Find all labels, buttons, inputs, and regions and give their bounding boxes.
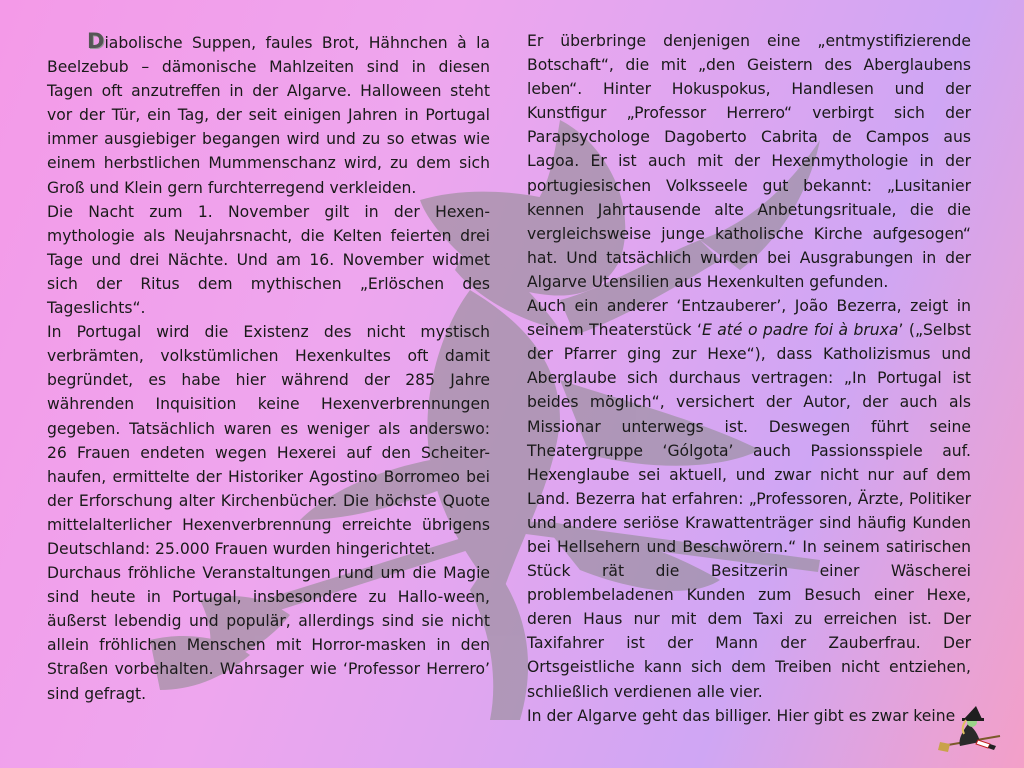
paragraph bbox=[527, 294, 971, 704]
paragraph-text: ’ („Selbst der Pfarrer ging zur Hexe“), dass Katholizismus und Aberglaube sich durchaus vertragen: „In Portugal ist beides möglich“, versichert der Autor, der auch als Missionar unterwegs ist. Deswegen führt seine Theatergruppe ‘Gólgota’ auch Passionsspiele auf. Hexenglaube sei aktuell, und zwar nicht nur auf dem Land. Bezerra hat erfahren: „Professoren, Ärzte, Politiker und andere seriöse Krawattenträger sind häufig Kunden bei Hellsehern und Beschwörern.“ In seinem satirischen Stück rät die Besitzerin einer Wäscherei problembeladenen Kunden zum Besuch einer Hexe, deren Haus nur mit dem Taxi zu erreichen ist. Der Taxifahrer ist der Mann der Zauberfrau. Der Ortsgeistliche kann sich dem Treiben nicht entziehen, schließlich verdienen alle vier. bbox=[527, 321, 971, 701]
right-text-column bbox=[527, 29, 971, 728]
paragraph: Die Nacht zum 1. November gilt in der Hexen-mythologie als Neujahrsnacht, die Kelten feierten drei Tage und drei Nächte. Und am 16. November widmet sich der Ritus dem mythischen „Erlöschen des Tageslichts“. bbox=[47, 202, 490, 318]
paragraph: In Portugal wird die Existenz des nicht mystisch verbrämten, volkstümlichen Hexenkultes oft damit begründet, es habe hier während der 285 Jahre währenden Inquisition keine Hexenverbrennungen gegeben. Tatsächlich waren es weniger als anderswo: 26 Frauen endeten wegen Hexerei auf den Scheiter-haufen, ermittelte der Historiker Agostino Borromeo bei der Erforschung alter Kirchenbücher. Die höchste Quote mittelalterlicher Hexenverbrennung erreichte übrigens Deutschland: 25.000 Frauen wurden hingerichtet. bbox=[47, 323, 490, 558]
paragraph-text: iabolische Suppen, faules Brot, Hähnchen à la Beelzebub – dämonische Mahlzeiten sind in diesen Tagen oft anzutreffen in der Algarve. Halloween steht vor der Tür, ein Tag, der seit einigen Jahren in Portugal immer ausgiebiger begangen wird und zu so etwas wie einem herbstlichen Mummenschanz wird, zu dem sich Groß und Klein gern furchterregend verkleiden. bbox=[47, 34, 490, 197]
paragraph: In der Algarve geht das billiger. Hier gibt es zwar keine bbox=[527, 706, 956, 725]
paragraph-text: Auch ein anderer ‘Entzauberer’, João Bezerra, zeigt in seinem Theaterstück ‘ bbox=[527, 297, 971, 340]
drop-cap: D bbox=[87, 29, 105, 53]
left-text-column bbox=[47, 29, 490, 706]
paragraph: Er überbringe denjenigen eine „entmystifizierende Botschaft“, die mit „den Geistern des Aberglaubens leben“. Hinter Hokuspokus, Handlesen und der Kunstfigur „Professor Herrero“ verbirgt sich der Parapsychologe Dagoberto Cabrita de Campos aus Lagoa. Er ist auch mit der Hexenmythologie in der portugiesischen Volksseele gut bekannt: „Lusitanier kennen Jahrtausende alte Anbetungsrituale, die die vergleichsweise junge katholische Kirche aufgesogen“ hat. Und tatsächlich wurden bei Ausgrabungen in der Algarve Utensilien aus Hexenkulten gefunden. bbox=[527, 32, 971, 291]
paragraph bbox=[47, 29, 490, 200]
witch-on-broom-icon bbox=[938, 706, 1008, 758]
play-title: E até o padre foi à bruxa bbox=[701, 321, 899, 340]
paragraph: Durchaus fröhliche Veranstaltungen rund um die Magie sind heute in Portugal, insbesondere zu Hallo-ween, äußerst lebendig und populär, allerdings sind sie nicht allein fröhlichen Menschen mit Horror-masken in den Straßen vorbehalten. Wahrsager wie ‘Professor Herrero’ sind gefragt. bbox=[47, 564, 490, 703]
